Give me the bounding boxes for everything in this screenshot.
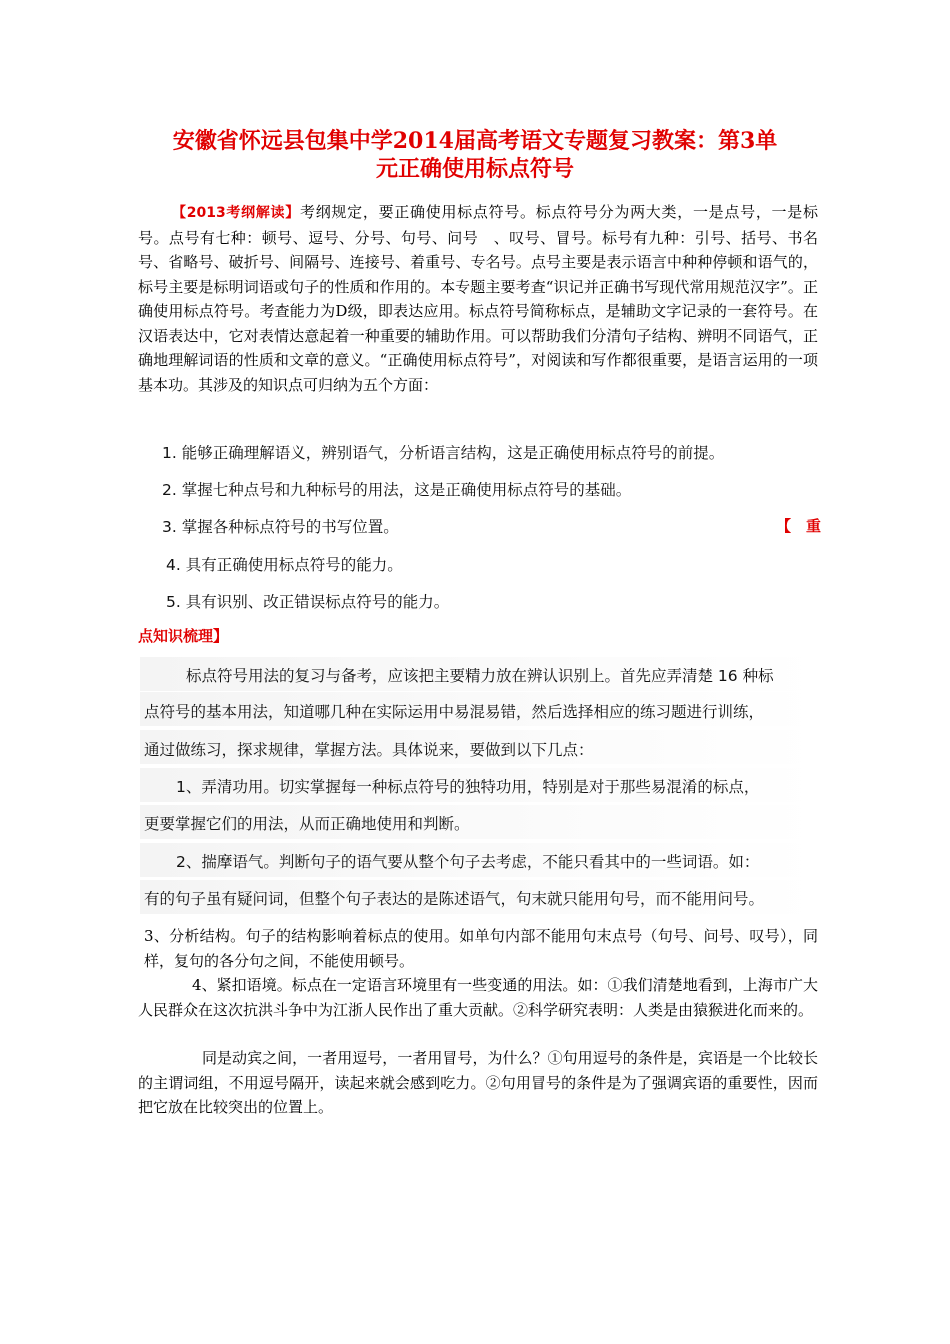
- analyze-structure-paragraph: 3、分析结构。句子的结构影响着标点的使用。如单句内部不能用句末点号（句号、问号、叹号），同样，复句的各分句之间，不能使用顿号。: [144, 927, 818, 970]
- scan-p3-line1: 2、揣摩语气。判断句子的语气要从整个句子去考虑，不能只看其中的一些词语。如：: [176, 853, 760, 871]
- key-knowledge-tag-start: 【 重: [776, 517, 822, 535]
- scan-p1-line2: 点符号的基本用法，知道哪几种在实际运用中易混易错，然后选择相应的练习题进行训练，: [144, 703, 765, 721]
- point-1: 1. 能够正确理解语义，辨别语气，分析语言结构，这是正确使用标点符号的前提。: [162, 444, 725, 462]
- scan-p1-line1: 标点符号用法的复习与备考，应该把主要精力放在辨认识别上。首先应弄清楚 16 种标: [186, 667, 774, 685]
- scan-p3-line2: 有的句子虽有疑问词，但整个句子表达的是陈述语气，句末就只能用句号，而不能用问号。: [144, 890, 765, 908]
- exam-outline-tag: 【2013考纲解读】: [172, 205, 300, 221]
- point-3: 3. 掌握各种标点符号的书写位置。: [162, 518, 399, 536]
- doc-title-line1: 安徽省怀远县包集中学2014届高考语文专题复习教案：第3单: [172, 128, 778, 154]
- point-2: 2. 掌握七种点号和九种标号的用法，这是正确使用标点符号的基础。: [162, 481, 632, 499]
- point-5: 5. 具有识别、改正错误标点符号的能力。: [166, 593, 450, 611]
- scan-p1-line3: 通过做练习，探求规律，掌握方法。具体说来，要做到以下几点：: [144, 741, 594, 759]
- scan-p2-line2: 更要掌握它们的用法，从而正确地使用和判断。: [144, 815, 470, 833]
- scan-p2-line1: 1、弄清功用。切实掌握每一种标点符号的独特功用，特别是对于那些易混淆的标点，: [176, 778, 760, 796]
- context-paragraph: 4、紧扣语境。标点在一定语言环境里有一些变通的用法。如：①我们清楚地看到，上海市广大人民群众在这次抗洪斗争中为江浙人民作出了重大贡献。②科学研究表明：人类是由猿猴进化而来的。: [138, 976, 818, 1019]
- exam-outline-body: 考纲规定，要正确使用标点符号。标点符号分为两大类，一是点号，一是标号。点号有七种：顿号、逗号、分号、句号、问号 、叹号、冒号。标号有九种：引号、括号、书名号、省略号、破折号、间隔号、连接号、着重号、专名号。点号主要是表示语言中种种停顿和语气的，标号主要是标明词语或句子的性质和作用的。本专题主要考查“识记并正确书写现代常用规范汉字”。正确使用标点符号。考查能力为D级，即表达应用。标点符号简称标点，是辅助文字记录的一套符号。在汉语表达中，它对表情达意起着一种重要的辅助作用。可以帮助我们分清句子结构、辨明不同语气，正确地理解词语的性质和文章的意义。“正确使用标点符号”，对阅读和写作都很重要，是语言运用的一项基本功。其涉及的知识点可归纳为五个方面：: [138, 203, 818, 394]
- verb-object-paragraph: 同是动宾之间，一者用逗号，一者用冒号，为什么？①句用逗号的条件是，宾语是一个比较长的主谓词组，不用逗号隔开，读起来就会感到吃力。②句用冒号的条件是为了强调宾语的重要性，因而把它放在比较突出的位置上。: [138, 1049, 818, 1116]
- point-4: 4. 具有正确使用标点符号的能力。: [166, 556, 403, 574]
- doc-title-line2: 元正确使用标点符号: [375, 156, 574, 182]
- exam-outline-paragraph: [138, 200, 818, 397]
- key-knowledge-tag-end: 点知识梳理】: [138, 627, 229, 645]
